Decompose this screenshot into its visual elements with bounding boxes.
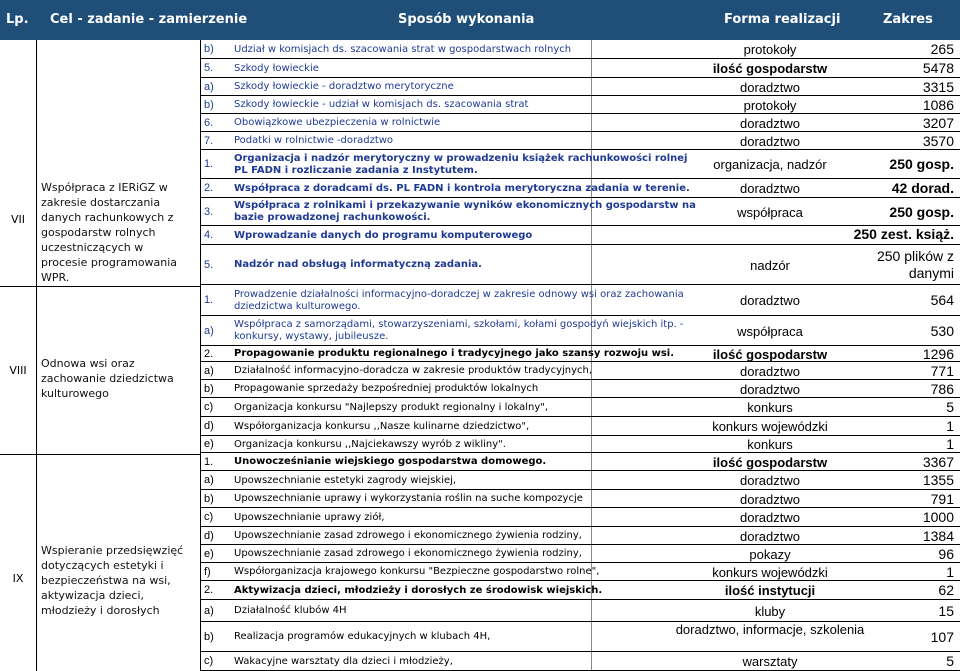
row-number: a): [204, 604, 214, 617]
row-value: 3570: [922, 132, 954, 149]
table-row: [200, 245, 960, 285]
row-number: b): [204, 382, 214, 395]
row-value: 786: [930, 380, 954, 397]
row-description: Wprowadzanie danych do programu komputerowego: [234, 229, 533, 241]
row-form: doradztwo: [740, 133, 800, 149]
table-row: [200, 59, 960, 78]
table-row: [200, 398, 960, 417]
table-row: [200, 346, 960, 362]
row-description: Upowszechnianie zasad zdrowego i ekonomicznego żywienia rodziny,: [234, 530, 582, 541]
table-row: [200, 436, 960, 453]
row-form: współpraca: [737, 204, 803, 220]
row-form: protokoły: [743, 97, 797, 113]
row-value: 1384: [922, 527, 954, 544]
row-value: 62: [938, 582, 954, 598]
row-number: 2.: [204, 347, 214, 360]
row-description: Szkody łowieckie - udział w komisjach ds. szacowania strat: [234, 99, 529, 110]
section-lp-ix: IX: [12, 572, 24, 585]
row-description: Nadzór nad obsługą informatyczną zadania.: [234, 259, 482, 270]
row-value: 5: [946, 399, 954, 415]
table-row: [200, 40, 960, 59]
row-description: Współpraca z samorządami, stowarzyszeniami, szkołami, kołami gospodyń wiejskich itp. - konkursy, wystawy, jubileusze.: [234, 319, 684, 342]
row-number: c): [204, 511, 214, 523]
row-form: doradztwo: [740, 181, 800, 196]
row-description: Propagowanie sprzedaży bezpośredniej produktów lokalnych: [234, 383, 539, 394]
row-form: doradztwo, informacje, szkolenia: [675, 622, 865, 637]
table-row: [200, 362, 960, 380]
row-form: doradztwo: [740, 491, 800, 507]
table-header: [0, 0, 960, 40]
table-row: [200, 316, 960, 346]
row-description: Obowiązkowe ubezpieczenia w rolnictwie: [234, 117, 441, 128]
row-value: 771: [930, 362, 954, 379]
row-description: Propagowanie produktu regionalnego i tradycyjnego jako szansy rozwoju wsi.: [234, 348, 675, 359]
header-lp: Lp.: [6, 12, 29, 27]
table-row: [200, 545, 960, 563]
row-description: Organizacja konkursu ,,Najciekawszy wyrób z wikliny".: [234, 438, 506, 450]
row-description: Szkody łowieckie: [234, 62, 319, 74]
table-row: [200, 285, 960, 316]
row-number: c): [204, 401, 214, 413]
row-form: ilość gospodarstw: [712, 346, 828, 362]
row-number: f): [204, 565, 211, 578]
row-value: 96: [938, 545, 954, 562]
table-row: [200, 471, 960, 490]
row-form: konkurs wojewódzki: [712, 419, 828, 434]
header-method: Sposób wykonania: [398, 12, 535, 27]
row-form: doradztwo: [740, 363, 800, 379]
section-goal-ix: Wspieranie przedsięwzięć dotyczących estetyki i bezpieczeństwa na wsi, aktywizacja dzieci, młodzieży i dorosłych: [41, 544, 184, 617]
row-number: 1.: [204, 455, 214, 468]
row-form: ilość gospodarstw: [712, 454, 828, 470]
row-number: 3.: [204, 205, 214, 218]
row-number: 5.: [204, 62, 214, 74]
row-description: Współorganizacja konkursu ,,Nasze kulinarne dziedzictwo",: [234, 420, 530, 432]
row-value: 791: [930, 490, 954, 507]
row-form: protokoły: [743, 42, 797, 57]
row-form: kluby: [754, 603, 786, 619]
section-divider-1: [0, 286, 200, 287]
row-form: warsztaty: [742, 654, 798, 669]
table-row: [200, 581, 960, 600]
row-number: 2.: [204, 182, 214, 194]
row-form: doradztwo: [740, 473, 800, 488]
row-form: doradztwo: [740, 293, 800, 308]
row-number: 5.: [204, 258, 214, 271]
row-form: ilość instytucji: [724, 583, 816, 598]
row-description: Realizacja programów edukacyjnych w klubach 4H,: [234, 631, 491, 642]
table-row: [200, 417, 960, 436]
row-description: Prowadzenie działalności informacyjno-doradczej w zakresie odnowy wsi oraz zachowania dziedzictwa kulturowego.: [234, 288, 684, 312]
table-row: [200, 508, 960, 527]
row-number: a): [204, 324, 214, 337]
row-value: 5478: [922, 60, 954, 76]
table-row: [200, 622, 960, 652]
row-value: 564: [930, 292, 954, 308]
row-value: 3367: [922, 453, 954, 470]
header-scope: Zakres: [883, 12, 933, 27]
row-description: Szkody łowieckie - doradztwo merytoryczne: [234, 81, 454, 92]
table-row: [200, 380, 960, 398]
row-form: konkurs wojewódzki: [712, 564, 828, 580]
row-number: e): [204, 547, 214, 560]
row-value: 1: [946, 436, 954, 452]
row-number: 7.: [204, 134, 214, 147]
row-number: c): [204, 655, 214, 667]
row-description: Podatki w rolnictwie -doradztwo: [234, 135, 394, 146]
row-value: 1: [946, 418, 954, 434]
table-row: [200, 179, 960, 198]
row-description: Działalność klubów 4H: [234, 605, 347, 616]
row-form: doradztwo: [740, 528, 800, 544]
row-value: 107: [930, 628, 954, 645]
row-value: 42 dorad.: [891, 180, 954, 196]
row-value: 1355: [922, 472, 954, 488]
row-number: d): [204, 420, 214, 432]
table-row: [200, 453, 960, 471]
row-description: Unowocześnianie wiejskiego gospodarstwa domowego.: [234, 456, 547, 467]
row-form: konkurs: [747, 437, 793, 452]
section-divider-2: [0, 454, 200, 455]
table-row: [200, 600, 960, 622]
row-form: organizacja, nadzór: [713, 157, 827, 172]
row-number: b): [204, 98, 214, 111]
row-number: e): [204, 438, 214, 450]
row-number: b): [204, 492, 214, 505]
table-row: [200, 226, 960, 245]
row-number: 4.: [204, 229, 214, 241]
row-form: konkurs: [747, 400, 793, 415]
section-lp-viii: VIII: [9, 364, 27, 377]
table-row: [200, 198, 960, 226]
lp-divider: [36, 40, 37, 671]
row-number: 6.: [204, 116, 214, 129]
row-value: 1000: [922, 509, 954, 525]
row-number: 1.: [204, 158, 214, 170]
row-form: ilość gospodarstw: [712, 61, 828, 76]
row-form: pokazy: [749, 546, 791, 562]
row-description: Upowszechnianie uprawy ziół,: [234, 511, 385, 523]
row-value: 1296: [922, 346, 954, 362]
row-description: Wakacyjne warsztaty dla dzieci i młodzieży,: [234, 655, 453, 667]
row-value: 3207: [922, 114, 954, 131]
row-value: 15: [938, 602, 954, 619]
table-row: [200, 114, 960, 132]
row-description: Upowszechnianie uprawy i wykorzystania roślin na suche kompozycje: [234, 493, 583, 504]
row-number: 2.: [204, 584, 214, 596]
row-number: a): [204, 80, 214, 93]
row-form: współpraca: [737, 323, 803, 339]
section-goal-vii: Współpraca z IERiGZ w zakresie dostarczania danych rachunkowych z gospodarstw rolnych uczestniczących w procesie programowania WPR.: [41, 181, 178, 284]
table-row: [200, 652, 960, 671]
row-value: 3315: [922, 78, 954, 95]
section-lp-vii: VII: [10, 213, 25, 226]
row-number: b): [204, 43, 214, 55]
row-description: Upowszechnianie zasad zdrowego i ekonomicznego żywienia rodziny,: [234, 548, 582, 559]
row-value: 250 gosp.: [889, 156, 954, 172]
row-value: 250 gosp.: [889, 203, 954, 220]
row-form: nadzór: [750, 257, 790, 273]
row-description: Współorganizacja krajowego konkursu "Bezpieczne gospodarstwo rolne",: [234, 566, 600, 577]
table-row: [200, 563, 960, 581]
row-description: Udział w komisjach ds. szacowania strat w gospodarstwach rolnych: [234, 43, 572, 55]
table-row: [200, 96, 960, 114]
table-row: [200, 132, 960, 150]
row-description: Organizacja konkursu "Najlepszy produkt regionalny i lokalny",: [234, 401, 549, 413]
row-description: Współpraca z rolnikami i przekazywanie wyników ekonomicznych gospodarstw na bazie prowadzonej rachunkowości.: [234, 200, 696, 223]
row-value: 250 zest. książ.: [853, 226, 954, 242]
row-description: Aktywizacja dzieci, młodzieży i dorosłych ze środowisk wiejskich.: [234, 584, 603, 596]
table-row: [200, 527, 960, 545]
row-value: 5: [946, 653, 954, 669]
row-value: 530: [930, 322, 954, 339]
table-row: [200, 150, 960, 179]
row-form: doradztwo: [740, 510, 800, 525]
row-value: 265: [930, 41, 954, 57]
row-number: a): [204, 474, 214, 486]
row-form: doradztwo: [740, 381, 800, 397]
row-description: Organizacja i nadzór merytoryczny w prowadzeniu książek rachunkowości rolnej PL FADN i rozliczanie zadania z Instytutem.: [234, 152, 688, 176]
row-description: Działalność informacyjno-doradcza w zakresie produktów tradycyjnych,: [234, 365, 593, 376]
row-form: doradztwo: [740, 115, 800, 131]
row-form: doradztwo: [740, 79, 800, 95]
row-description: Upowszechnianie estetyki zagrody wiejskiej,: [234, 474, 457, 486]
row-number: a): [204, 364, 214, 377]
row-number: b): [204, 630, 214, 643]
row-description: Współpraca z doradcami ds. PL FADN i kontrola merytoryczna zadania w terenie.: [234, 182, 690, 194]
table-row: [200, 490, 960, 508]
header-goal: Cel - zadanie - zamierzenie: [50, 12, 248, 27]
row-value: 1086: [922, 96, 954, 113]
row-value: 1: [946, 563, 954, 580]
row-number: 1.: [204, 294, 214, 306]
row-number: d): [204, 529, 214, 542]
section-goal-viii: Odnowa wsi oraz zachowanie dziedzictwa kulturowego: [41, 357, 174, 400]
row-value: 250 plików z danymi: [876, 248, 954, 281]
header-form: Forma realizacji: [724, 12, 841, 27]
table-row: [200, 78, 960, 96]
